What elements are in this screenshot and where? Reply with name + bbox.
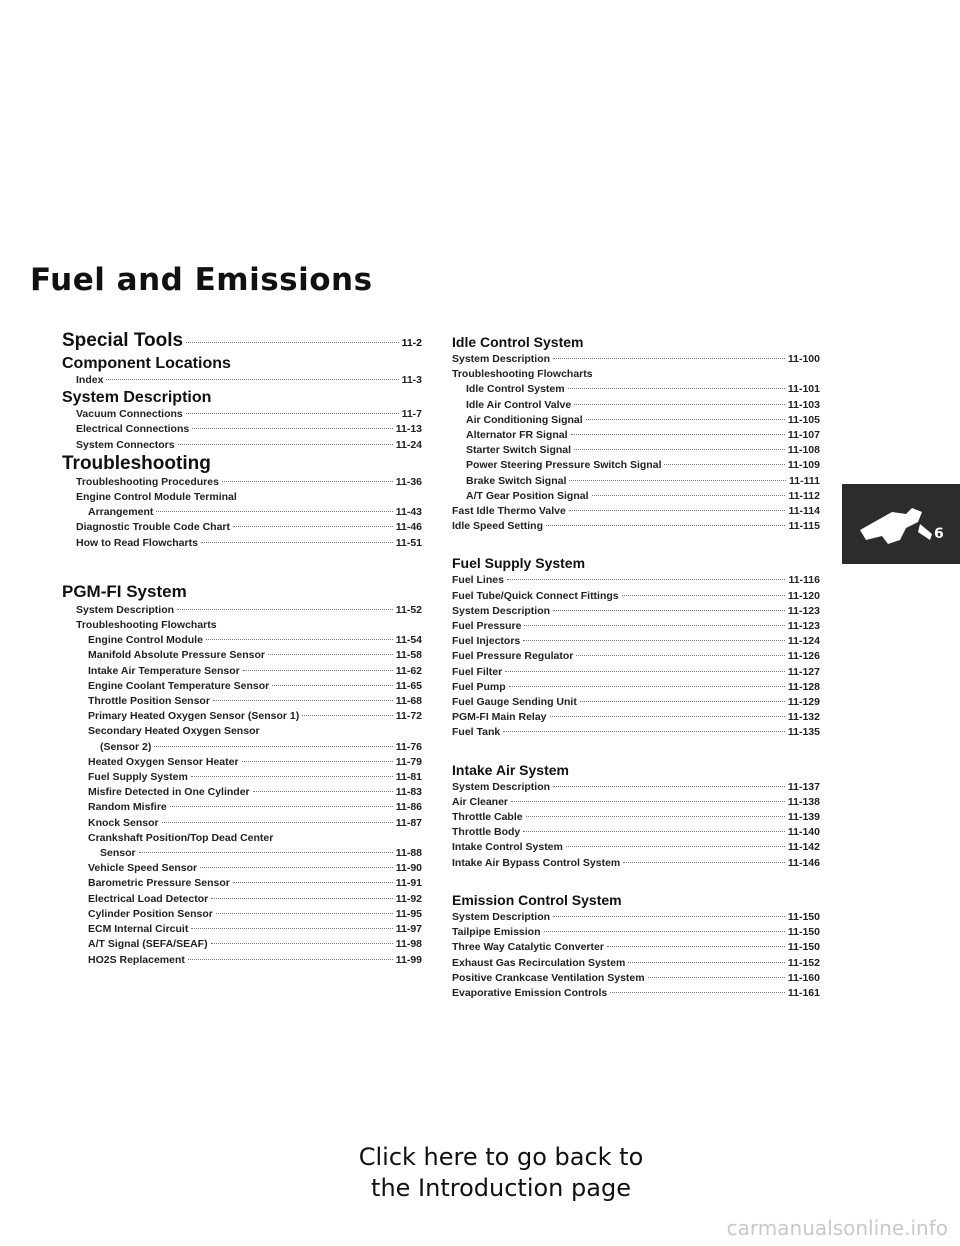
toc-entry[interactable] <box>452 367 820 382</box>
toc-page-number: 11-124 <box>787 635 820 648</box>
toc-page-number: 11-62 <box>395 664 422 677</box>
dot-leader <box>523 831 785 832</box>
section-gap <box>452 534 820 554</box>
toc-entry[interactable] <box>62 407 422 422</box>
toc-entry-title: Fuel Injectors <box>452 635 521 648</box>
dot-leader <box>201 542 393 543</box>
toc-page-number: 11-105 <box>787 413 820 426</box>
toc-page-number: 11-116 <box>788 574 820 587</box>
toc-entry[interactable] <box>62 740 422 755</box>
toc-entry-title: Throttle Cable <box>452 811 523 824</box>
dot-leader <box>211 943 393 944</box>
watermark: carmanualsonline.info <box>726 1216 948 1240</box>
toc-page-number: 11-139 <box>787 811 820 824</box>
toc-entry-title: Special Tools <box>62 330 184 351</box>
toc-entry[interactable] <box>452 825 820 840</box>
toc-entry[interactable] <box>452 428 820 443</box>
toc-entry-title: Cylinder Position Sensor <box>88 907 213 920</box>
dot-leader <box>610 992 785 993</box>
toc-entry-title: Troubleshooting <box>62 452 211 474</box>
dot-leader <box>524 625 784 626</box>
toc-page-number: 11-160 <box>787 971 820 984</box>
toc-entry[interactable] <box>452 956 820 971</box>
toc-entry[interactable] <box>452 589 820 604</box>
toc-entry-title: Three Way Catalytic Converter <box>452 941 604 954</box>
toc-entry-title: Throttle Body <box>452 826 521 839</box>
toc-entry-title: Sensor <box>100 847 136 860</box>
toc-entry-title: How to Read Flowcharts <box>76 536 198 549</box>
toc-entry[interactable] <box>62 907 422 922</box>
toc-entry-title: Troubleshooting Flowcharts <box>76 619 217 632</box>
toc-entry[interactable] <box>452 695 820 710</box>
toc-section-heading[interactable] <box>62 354 422 373</box>
dot-leader <box>571 434 785 435</box>
toc-page-number: 11-112 <box>788 489 820 502</box>
toc-entry[interactable] <box>62 724 422 739</box>
dot-leader <box>568 388 785 389</box>
toc-entry[interactable] <box>62 755 422 770</box>
toc-entry-title: ECM Internal Circuit <box>88 923 189 936</box>
toc-entry-title: Heated Oxygen Sensor Heater <box>88 755 239 768</box>
dot-leader <box>170 806 393 807</box>
toc-entry[interactable] <box>452 382 820 397</box>
toc-entry-title: Intake Air Temperature Sensor <box>88 664 240 677</box>
toc-section-heading[interactable] <box>62 388 422 407</box>
toc-page-number: 11-126 <box>787 650 820 663</box>
toc-entry[interactable] <box>62 709 422 724</box>
dot-leader <box>253 791 393 792</box>
toc-page-number: 11-92 <box>395 892 422 905</box>
dot-leader <box>154 746 392 747</box>
toc-page-number: 11-128 <box>787 680 820 693</box>
toc-section-heading[interactable] <box>62 330 422 354</box>
dot-leader <box>607 946 785 947</box>
toc-entry-title: Index <box>76 374 104 386</box>
dot-leader <box>268 654 393 655</box>
toc-entry[interactable] <box>452 810 820 825</box>
toc-page-number: 11-103 <box>787 398 820 411</box>
toc-entry[interactable] <box>62 373 422 388</box>
dot-leader <box>302 715 392 716</box>
toc-column-right <box>452 333 820 1001</box>
toc-entry[interactable] <box>62 816 422 831</box>
toc-entry-title: Secondary Heated Oxygen Sensor <box>88 725 260 738</box>
toc-entry[interactable] <box>452 910 820 925</box>
toc-entry[interactable] <box>62 922 422 937</box>
toc-entry-title: Diagnostic Trouble Code Chart <box>76 521 231 534</box>
toc-entry[interactable] <box>62 505 422 520</box>
toc-page-number: 11-36 <box>395 475 422 488</box>
toc-page-number: 11-123 <box>787 620 820 633</box>
dot-leader <box>139 852 393 853</box>
toc-entry[interactable] <box>62 664 422 679</box>
dot-leader <box>191 928 392 929</box>
toc-page-number: 11-150 <box>787 941 820 954</box>
dot-leader <box>156 511 392 512</box>
toc-entry-title: Fuel Tube/Quick Connect Fittings <box>452 589 619 602</box>
dot-leader <box>162 822 393 823</box>
toc-page-number: 11-81 <box>395 771 422 784</box>
toc-entry[interactable] <box>62 892 422 907</box>
toc-page-number: 11-146 <box>787 856 820 869</box>
toc-entry-title: Engine Control Module <box>88 634 203 647</box>
toc-page-number: 11-161 <box>787 986 820 999</box>
toc-entry-title: Power Steering Pressure Switch Signal <box>466 459 662 472</box>
toc-entry-title: Air Conditioning Signal <box>466 413 583 426</box>
toc-entry[interactable] <box>452 398 820 413</box>
toc-entry-title: Intake Air System <box>452 761 569 778</box>
toc-entry[interactable] <box>62 800 422 815</box>
toc-entry-title: Barometric Pressure Sensor <box>88 877 230 890</box>
toc-entry-title: HO2S Replacement <box>88 953 185 966</box>
toc-entry[interactable] <box>452 940 820 955</box>
dot-leader <box>242 761 393 762</box>
toc-entry[interactable] <box>62 618 422 633</box>
toc-entry-title: Fuel Pump <box>452 680 506 693</box>
toc-entry[interactable] <box>452 840 820 855</box>
toc-section-heading[interactable] <box>62 453 422 475</box>
toc-entry[interactable] <box>452 780 820 795</box>
toc-entry-title: Component Locations <box>62 355 231 372</box>
dot-leader <box>191 776 393 777</box>
toc-entry-title: System Connectors <box>76 438 175 451</box>
dot-leader <box>211 898 393 899</box>
toc-page-number: 11-152 <box>787 956 820 969</box>
toc-page-number: 11-123 <box>787 604 820 617</box>
dot-leader <box>623 862 785 863</box>
dot-leader <box>507 579 786 580</box>
toc-entry-title: Random Misfire <box>88 801 167 814</box>
toc-page-number: 11-68 <box>395 695 422 708</box>
toc-entry-title: Vacuum Connections <box>76 408 183 421</box>
toc-entry-title: Fuel Pressure <box>452 620 522 633</box>
toc-page-number: 11-2 <box>401 337 422 349</box>
toc-entry-title: PGM-FI Main Relay <box>452 711 547 724</box>
dot-leader <box>192 428 393 429</box>
toc-section-heading[interactable] <box>62 581 422 603</box>
toc-page-number: 11-3 <box>401 374 422 386</box>
toc-entry[interactable] <box>452 649 820 664</box>
toc-entry-title: Starter Switch Signal <box>466 444 572 457</box>
dot-leader <box>177 609 393 610</box>
dot-leader <box>569 510 786 511</box>
toc-entry[interactable] <box>62 633 422 648</box>
dot-leader <box>526 816 785 817</box>
toc-page-number: 11-99 <box>395 953 422 966</box>
toc-entry-title: Idle Speed Setting <box>452 520 544 533</box>
dot-leader <box>622 595 785 596</box>
toc-entry[interactable] <box>452 604 820 619</box>
toc-entry[interactable] <box>452 971 820 986</box>
dot-leader <box>544 931 785 932</box>
toc-entry-title: Brake Switch Signal <box>466 474 567 487</box>
toc-entry[interactable] <box>62 876 422 891</box>
toc-entry[interactable] <box>452 443 820 458</box>
toc-page-number: 11-135 <box>787 726 820 739</box>
toc-entry-title: PGM-FI System <box>62 581 187 601</box>
toc-entry-title: Throttle Position Sensor <box>88 695 210 708</box>
toc-page-number: 11-72 <box>395 710 422 723</box>
dot-leader <box>628 962 785 963</box>
toc-entry[interactable] <box>62 953 422 968</box>
dot-leader <box>664 464 784 465</box>
toc-page-number: 11-150 <box>787 926 820 939</box>
toc-entry-title: Idle Control System <box>466 383 565 396</box>
toc-page-number: 11-132 <box>787 711 820 724</box>
toc-entry-title: Troubleshooting Procedures <box>76 475 219 488</box>
toc-entry[interactable] <box>452 634 820 649</box>
toc-page-number: 11-95 <box>395 907 422 920</box>
toc-entry-title: Fuel Supply System <box>88 771 188 784</box>
toc-entry[interactable] <box>62 937 422 952</box>
dot-leader <box>574 449 785 450</box>
dot-leader <box>569 480 786 481</box>
tab-label: 6 <box>934 526 944 542</box>
toc-entry-title: Fuel Pressure Regulator <box>452 650 574 663</box>
toc-entry[interactable] <box>452 925 820 940</box>
toc-entry[interactable] <box>62 831 422 846</box>
toc-page-number: 11-54 <box>395 634 422 647</box>
toc-page-number: 11-108 <box>787 444 820 457</box>
toc-page-number: 11-52 <box>395 603 422 616</box>
dot-leader <box>509 686 785 687</box>
toc-page-number: 11-91 <box>395 877 422 890</box>
toc-entry-title: Knock Sensor <box>88 816 159 829</box>
toc-page-number: 11-137 <box>787 780 820 793</box>
toc-page-number: 11-43 <box>395 506 422 519</box>
toc-entry-title: Idle Air Control Valve <box>466 398 572 411</box>
dot-leader <box>586 419 785 420</box>
section-gap <box>452 871 820 891</box>
dot-leader <box>233 882 393 883</box>
dot-leader <box>566 846 785 847</box>
dot-leader <box>574 404 785 405</box>
dot-leader <box>186 413 399 414</box>
toc-entry-title: (Sensor 2) <box>100 740 152 753</box>
toc-section-heading[interactable] <box>452 891 820 910</box>
toc-entry[interactable] <box>452 710 820 725</box>
toc-entry[interactable] <box>62 846 422 861</box>
toc-entry-title: Tailpipe Emission <box>452 926 541 939</box>
toc-entry[interactable] <box>452 725 820 740</box>
toc-entry[interactable] <box>62 603 422 618</box>
toc-page-number: 11-140 <box>787 826 820 839</box>
section-gap <box>62 551 422 581</box>
toc-entry[interactable] <box>452 619 820 634</box>
toc-entry[interactable] <box>452 986 820 1001</box>
toc-page-number: 11-150 <box>787 910 820 923</box>
dot-leader <box>553 610 785 611</box>
toc-entry[interactable] <box>62 422 422 437</box>
toc-entry-title: Idle Control System <box>452 334 584 350</box>
dot-leader <box>580 701 785 702</box>
dot-leader <box>553 916 785 917</box>
toc-page-number: 11-87 <box>395 816 422 829</box>
dot-leader <box>505 671 785 672</box>
toc-entry-title: Positive Crankcase Ventilation System <box>452 971 645 984</box>
dot-leader <box>178 444 393 445</box>
toc-page-number: 11-98 <box>395 938 422 951</box>
toc-entry[interactable] <box>452 856 820 871</box>
toc-entry-title: Fuel Supply System <box>452 555 586 572</box>
toc-page-number: 11-142 <box>787 841 820 854</box>
toc-entry-title: System Description <box>452 353 551 365</box>
toc-entry[interactable] <box>452 474 820 489</box>
toc-entry-title: Fuel Gauge Sending Unit <box>452 696 577 709</box>
toc-entry[interactable] <box>62 785 422 800</box>
toc-entry[interactable] <box>62 490 422 505</box>
dot-leader <box>200 867 393 868</box>
toc-page-number: 11-79 <box>395 755 422 768</box>
toc-page-number: 11-111 <box>789 474 820 487</box>
toc-entry-title: Arrangement <box>88 506 154 519</box>
dot-leader <box>233 526 393 527</box>
section-tab[interactable] <box>842 484 960 564</box>
toc-entry-title: A/T Gear Position Signal <box>466 489 589 502</box>
toc-entry-title: A/T Signal (SEFA/SEAF) <box>88 938 208 951</box>
dot-leader <box>648 977 785 978</box>
dot-leader <box>576 655 785 656</box>
toc-entry[interactable] <box>452 680 820 695</box>
toc-page-number: 11-88 <box>395 847 422 860</box>
toc-entry[interactable] <box>62 861 422 876</box>
toc-page-number: 11-120 <box>787 589 820 602</box>
toc-page-number: 11-114 <box>788 505 820 518</box>
dot-leader <box>243 670 393 671</box>
toc-page-number: 11-109 <box>787 459 820 472</box>
toc-page-number: 11-138 <box>787 795 820 808</box>
toc-entry-title: System Description <box>76 603 175 616</box>
toc-entry-title: Manifold Absolute Pressure Sensor <box>88 649 265 662</box>
toc-column-left <box>62 330 422 968</box>
toc-entry[interactable] <box>452 795 820 810</box>
toc-entry-title: System Description <box>452 780 551 793</box>
toc-entry-title: System Description <box>62 389 212 407</box>
toc-page-number: 11-7 <box>401 408 422 421</box>
dot-leader <box>523 640 785 641</box>
dot-leader <box>592 495 786 496</box>
toc-entry-title: Primary Heated Oxygen Sensor (Sensor 1) <box>88 710 300 723</box>
toc-page-number: 11-65 <box>395 679 422 692</box>
toc-page-number: 11-97 <box>395 923 422 936</box>
toc-entry[interactable] <box>452 504 820 519</box>
toc-entry[interactable] <box>452 519 820 534</box>
toc-entry[interactable] <box>62 475 422 490</box>
toc-page-number: 11-46 <box>395 521 422 534</box>
dot-leader <box>553 358 785 359</box>
toc-entry-title: Engine Coolant Temperature Sensor <box>88 679 270 692</box>
toc-entry[interactable] <box>452 458 820 473</box>
toc-section-heading[interactable] <box>452 554 820 573</box>
toc-entry-title: Engine Control Module Terminal <box>76 491 237 504</box>
toc-entry-title: Fast Idle Thermo Valve <box>452 505 566 518</box>
toc-page-number: 11-76 <box>395 740 422 753</box>
toc-entry[interactable] <box>452 489 820 504</box>
toc-page-number: 11-86 <box>395 801 422 814</box>
toc-page-number: 11-90 <box>395 862 422 875</box>
toc-page-number: 11-129 <box>787 696 820 709</box>
dot-leader <box>503 731 785 732</box>
toc-entry[interactable] <box>452 573 820 588</box>
dot-leader <box>206 639 393 640</box>
toc-entry[interactable] <box>62 679 422 694</box>
toc-page-number: 11-101 <box>787 383 820 396</box>
dot-leader <box>511 801 785 802</box>
toc-entry-title: Fuel Lines <box>452 574 504 587</box>
dot-leader <box>546 525 785 526</box>
toc-entry[interactable] <box>62 694 422 709</box>
toc-entry[interactable] <box>452 352 820 367</box>
toc-entry-title: Intake Control System <box>452 841 563 854</box>
back-to-introduction-link[interactable]: Click here to go back to the Introduction page <box>358 1143 644 1202</box>
toc-entry-title: Evaporative Emission Controls <box>452 986 608 999</box>
fuel-nozzle-icon <box>842 484 960 564</box>
toc-entry-title: Troubleshooting Flowcharts <box>452 368 593 381</box>
toc-section-heading[interactable] <box>452 333 820 352</box>
section-gap <box>452 741 820 761</box>
toc-entry[interactable] <box>452 665 820 680</box>
toc-entry-title: Fuel Tank <box>452 726 501 739</box>
toc-entry-title: Electrical Load Detector <box>88 892 209 905</box>
toc-entry-title: System Description <box>452 604 551 617</box>
toc-entry[interactable] <box>62 536 422 551</box>
toc-entry[interactable] <box>452 413 820 428</box>
toc-entry-title: Intake Air Bypass Control System <box>452 856 621 869</box>
dot-leader <box>222 481 393 482</box>
toc-entry-title: Misfire Detected in One Cylinder <box>88 786 250 799</box>
toc-entry-title: Electrical Connections <box>76 423 190 436</box>
toc-entry-title: Exhaust Gas Recirculation System <box>452 956 626 969</box>
toc-entry-title: Crankshaft Position/Top Dead Center <box>88 831 274 844</box>
toc-page-number: 11-83 <box>395 786 422 799</box>
page-title: Fuel and Emissions <box>30 262 373 298</box>
toc-entry[interactable] <box>62 438 422 453</box>
toc-page-number: 11-115 <box>788 520 820 533</box>
dot-leader <box>186 342 398 343</box>
dot-leader <box>553 786 785 787</box>
toc-page-number: 11-51 <box>395 536 422 549</box>
toc-entry-title: Fuel Filter <box>452 665 503 678</box>
toc-page-number: 11-13 <box>395 423 422 436</box>
toc-section-heading[interactable] <box>452 761 820 780</box>
dot-leader <box>272 685 392 686</box>
dot-leader <box>213 700 393 701</box>
toc-page-number: 11-24 <box>395 438 422 451</box>
toc-page-number: 11-58 <box>395 649 422 662</box>
dot-leader <box>216 913 393 914</box>
dot-leader <box>188 959 393 960</box>
toc-page-number: 11-107 <box>787 429 820 442</box>
toc-entry-title: Emission Control System <box>452 891 622 908</box>
dot-leader <box>550 716 785 717</box>
dot-leader <box>106 379 398 380</box>
toc-entry[interactable] <box>62 770 422 785</box>
toc-entry-title: Vehicle Speed Sensor <box>88 862 198 875</box>
toc-entry[interactable] <box>62 648 422 663</box>
toc-entry-title: Air Cleaner <box>452 795 509 808</box>
toc-entry[interactable] <box>62 520 422 535</box>
toc-page-number: 11-127 <box>787 665 820 678</box>
toc-entry-title: System Description <box>452 910 551 923</box>
toc-page-number: 11-100 <box>787 353 820 365</box>
toc-entry-title: Alternator FR Signal <box>466 429 568 442</box>
